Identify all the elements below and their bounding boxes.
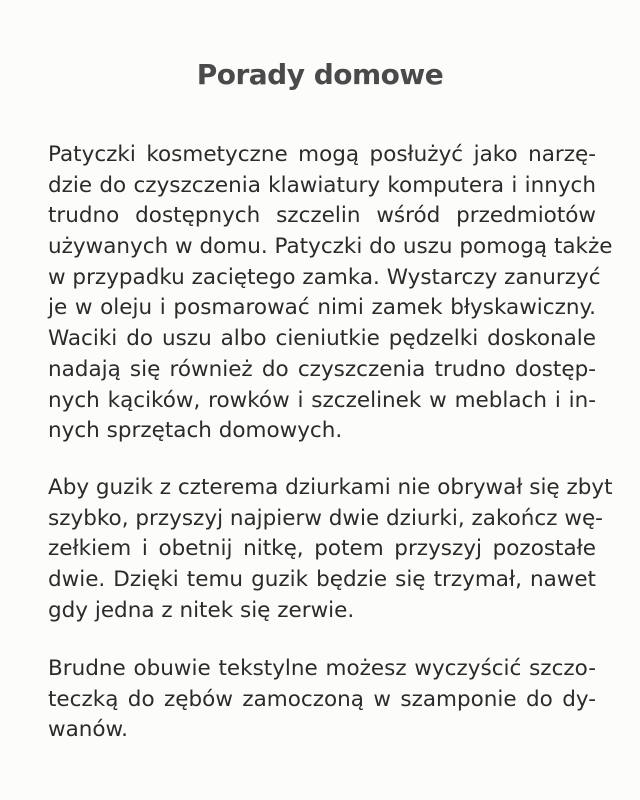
text-line: zełkiem i obetnij nitkę, potem przyszyj pozostałe	[48, 536, 596, 562]
paragraph-shoe-cleaning	[48, 654, 596, 746]
text-line: gdy jedna z nitek się zerwie.	[48, 597, 355, 623]
text-line: teczką do zębów zamoczoną w szamponie do dy-	[48, 686, 596, 712]
text-line: wanów.	[48, 717, 128, 743]
text-line: szybko, przyszyj najpierw dwie dziurki, zakończ wę-	[48, 505, 603, 531]
text-line: używanych w domu. Patyczki do uszu pomogą także	[48, 234, 613, 260]
text-line: dwie. Dzięki temu guzik będzie się trzymał, nawet	[48, 567, 596, 593]
text-line: w przypadku zaciętego zamka. Wystarczy zanurzyć	[48, 264, 601, 290]
text-line: je w oleju i posmarować nimi zamek błyskawiczny.	[48, 295, 596, 321]
text-line: Brudne obuwie tekstylne możesz wyczyścić szczo-	[48, 656, 596, 681]
text-line: dzie do czyszczenia klawiatury komputera i innych	[48, 172, 596, 198]
text-line: Aby guzik z czterema dziurkami nie obrywał się zbyt	[48, 475, 613, 500]
text-line: nych sprzętach domowych.	[48, 418, 343, 444]
text-line: Patyczki kosmetyczne mogą posłużyć jako narzę-	[48, 142, 596, 167]
text-line: trudno dostępnych szczelin wśród przedmiotów	[48, 203, 596, 229]
text-line: Waciki do uszu albo cieniutkie pędzelki doskonale	[48, 326, 596, 352]
page-title: Porady domowe	[196, 58, 444, 91]
text-line: nych kącików, rowków i szczelinek w meblach i in-	[48, 387, 596, 413]
paragraph-button-sewing	[48, 473, 613, 626]
paragraph-cotton-swabs	[48, 140, 613, 447]
text-line: nadają się również do czyszczenia trudno dostęp-	[48, 356, 596, 382]
